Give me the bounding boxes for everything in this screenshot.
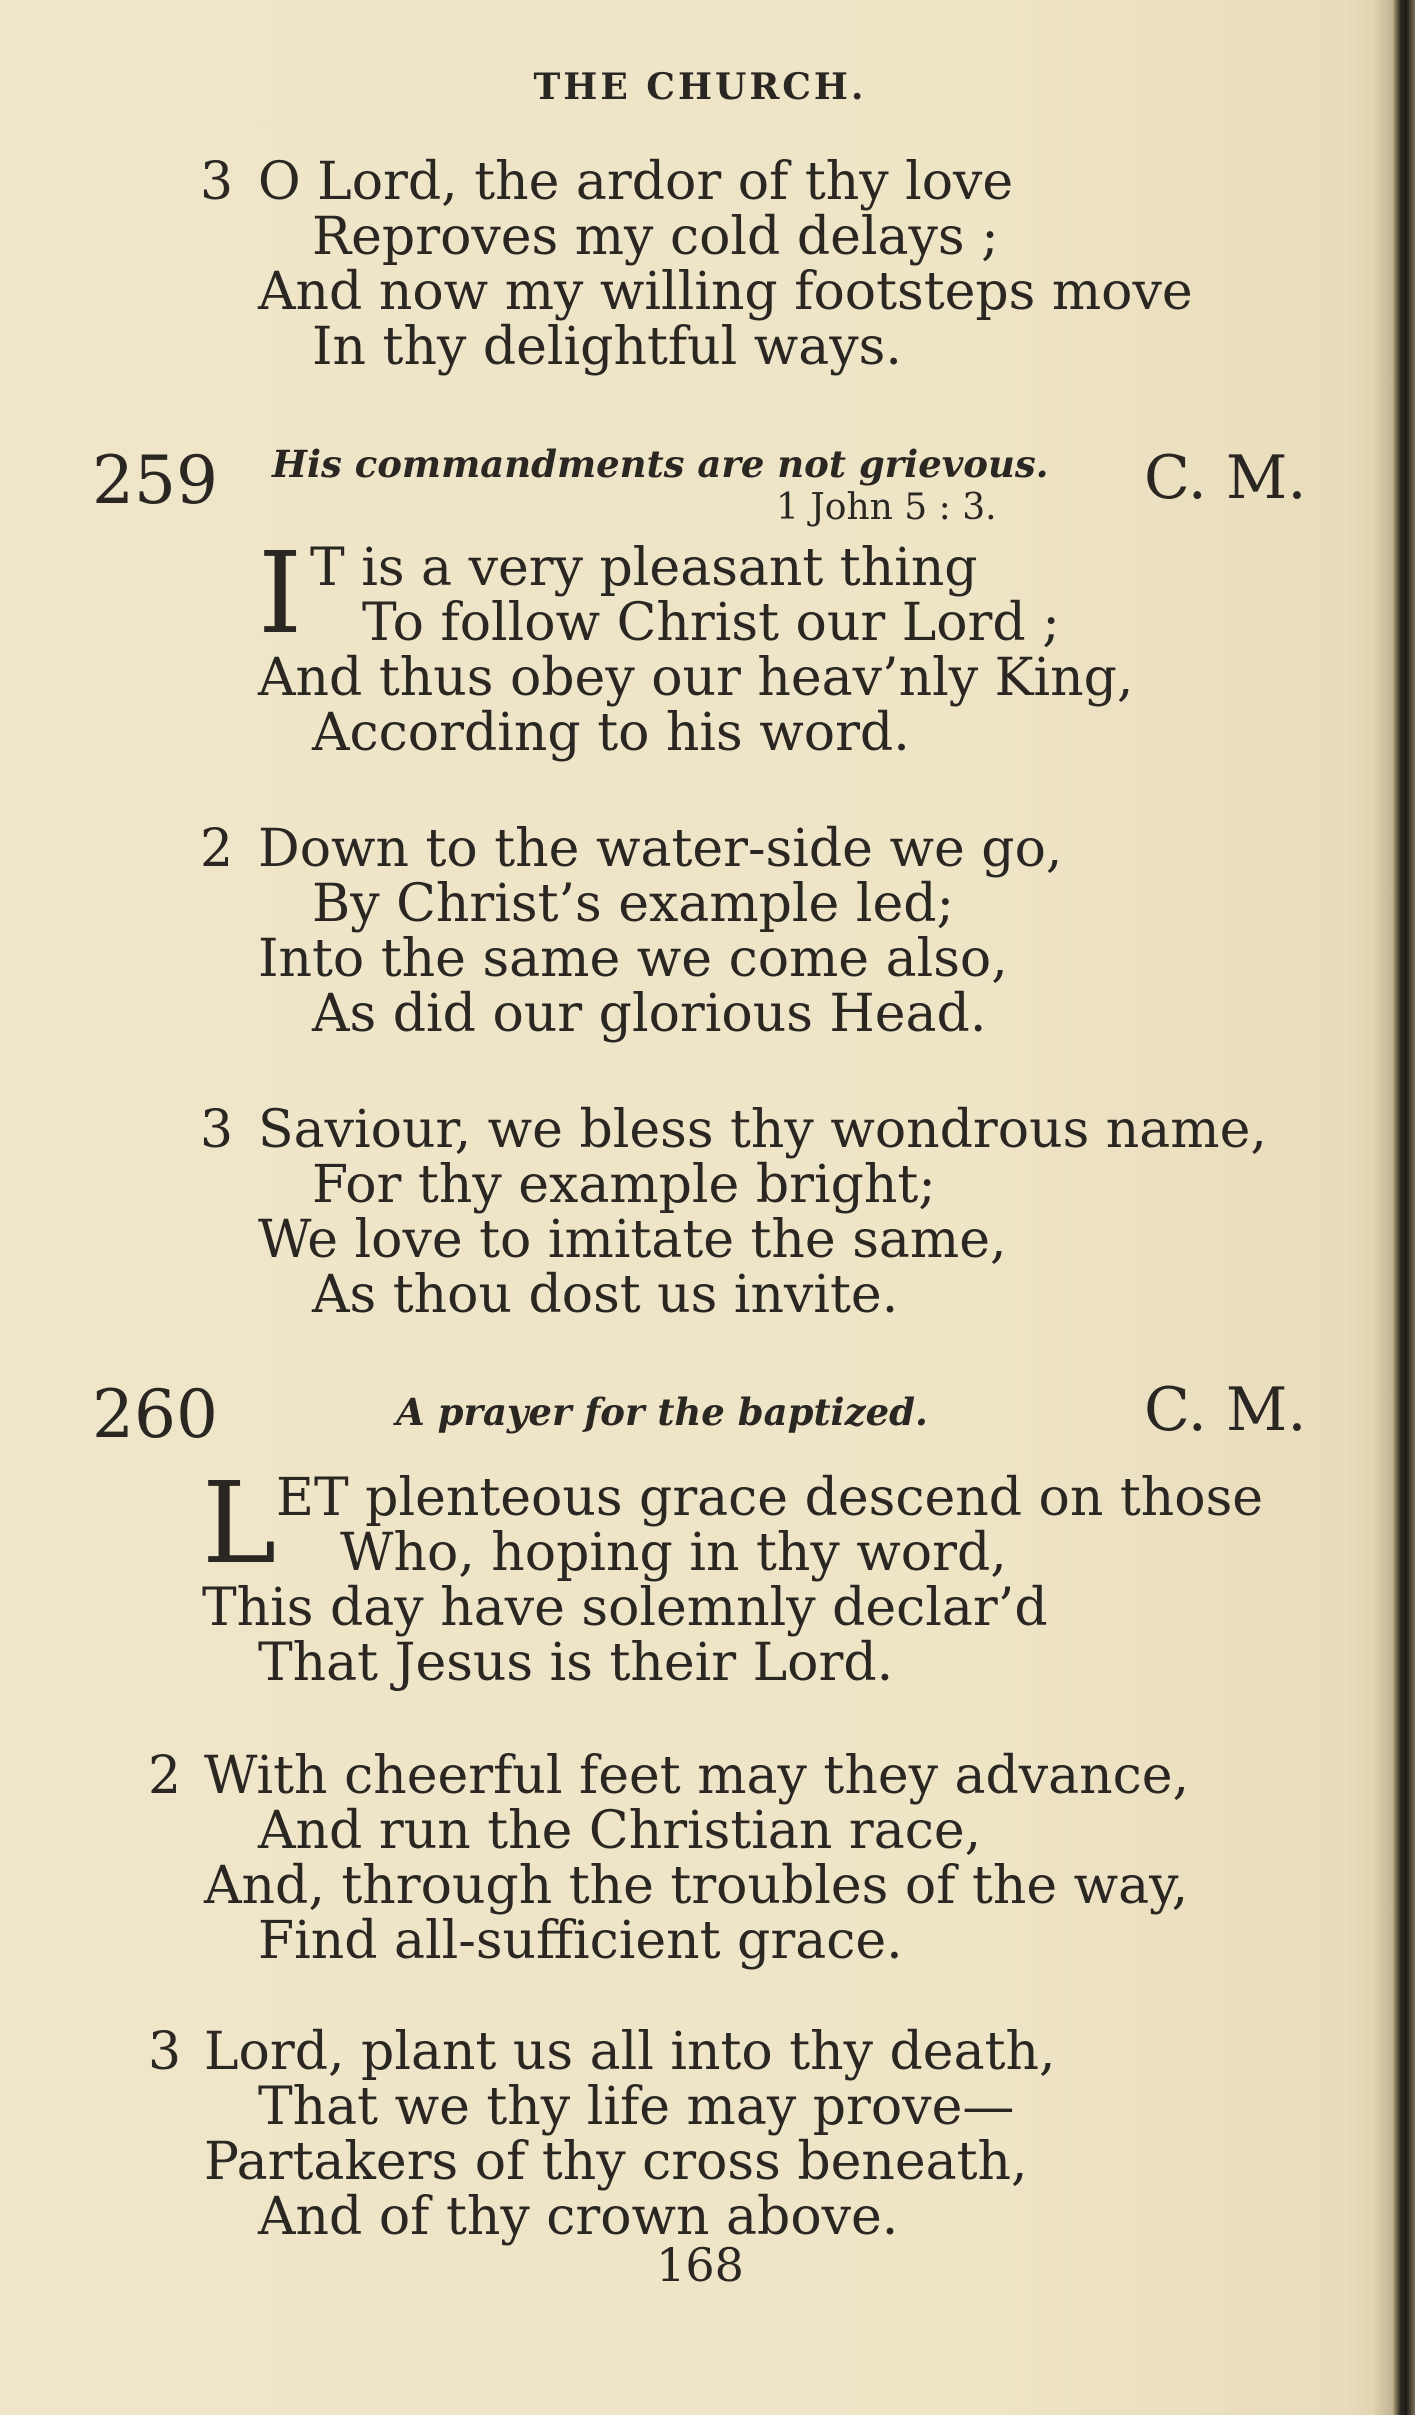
verse-line: Down to the water-side we go, [258,819,1063,879]
verse-line: In thy delightful ways. [312,317,902,377]
hymn-meter: C. M. [1144,443,1307,513]
stanza-number: 3 [200,152,234,212]
book-spine-edge [1393,0,1415,2415]
verse-line: As did our glorious Head. [312,984,987,1044]
verse-line: That Jesus is their Lord. [258,1633,894,1693]
verse-line: And now my willing footsteps move [258,262,1193,322]
verse-line: And thus obey our heav’nly King, [258,648,1134,708]
stanza-number: 2 [148,1746,182,1806]
verse-line: Partakers of thy cross beneath, [204,2132,1028,2192]
stanza-number: 3 [148,2022,182,2082]
verse-line: With cheerful feet may they advance, [204,1746,1190,1806]
verse-line: Reproves my cold delays ; [312,207,999,267]
verse-line: We love to imitate the same, [258,1210,1007,1270]
drop-cap: I [258,529,303,659]
stanza-number: 3 [200,1100,234,1160]
verse-line: And, through the troubles of the way, [204,1856,1189,1916]
verse-line: And of thy crown above. [258,2187,899,2247]
verse-line: This day have solemnly declar’d [202,1578,1048,1638]
verse-line: Into the same we come also, [258,929,1008,989]
verse-line: Lord, plant us all into thy death, [204,2022,1056,2082]
scripture-reference: 1 John 5 : 3. [776,487,997,528]
verse-line: O Lord, the ardor of thy love [258,152,1014,212]
verse-line: That we thy life may prove— [258,2077,1015,2137]
page-number: 168 [656,2238,744,2292]
hymn-number: 259 [92,442,218,519]
verse-line: For thy example bright; [312,1155,936,1215]
spine-shadow [1373,0,1393,2415]
verse-line: T is a very pleasant thing [310,538,978,598]
verse-line: According to his word. [312,703,910,763]
verse-line: ET plenteous grace descend on those [276,1468,1264,1528]
verse-line: As thou dost us invite. [312,1265,899,1325]
hymn-number: 260 [92,1376,218,1453]
stanza-number: 2 [200,819,234,879]
drop-cap: L [202,1459,277,1589]
verse-line: By Christ’s example led; [312,874,955,934]
verse-line: Find all-sufficient grace. [258,1911,903,1971]
verse-line: Saviour, we bless thy wondrous name, [258,1100,1267,1160]
hymn-meter: C. M. [1144,1375,1307,1445]
verse-line: To follow Christ our Lord ; [362,593,1060,653]
hymn-title: His commandments are not grievous. [272,442,1049,486]
running-head: THE CHURCH. [533,66,867,108]
verse-line: And run the Christian race, [258,1801,982,1861]
verse-line: Who, hoping in thy word, [340,1523,1007,1583]
hymn-title: A prayer for the baptized. [396,1390,928,1434]
